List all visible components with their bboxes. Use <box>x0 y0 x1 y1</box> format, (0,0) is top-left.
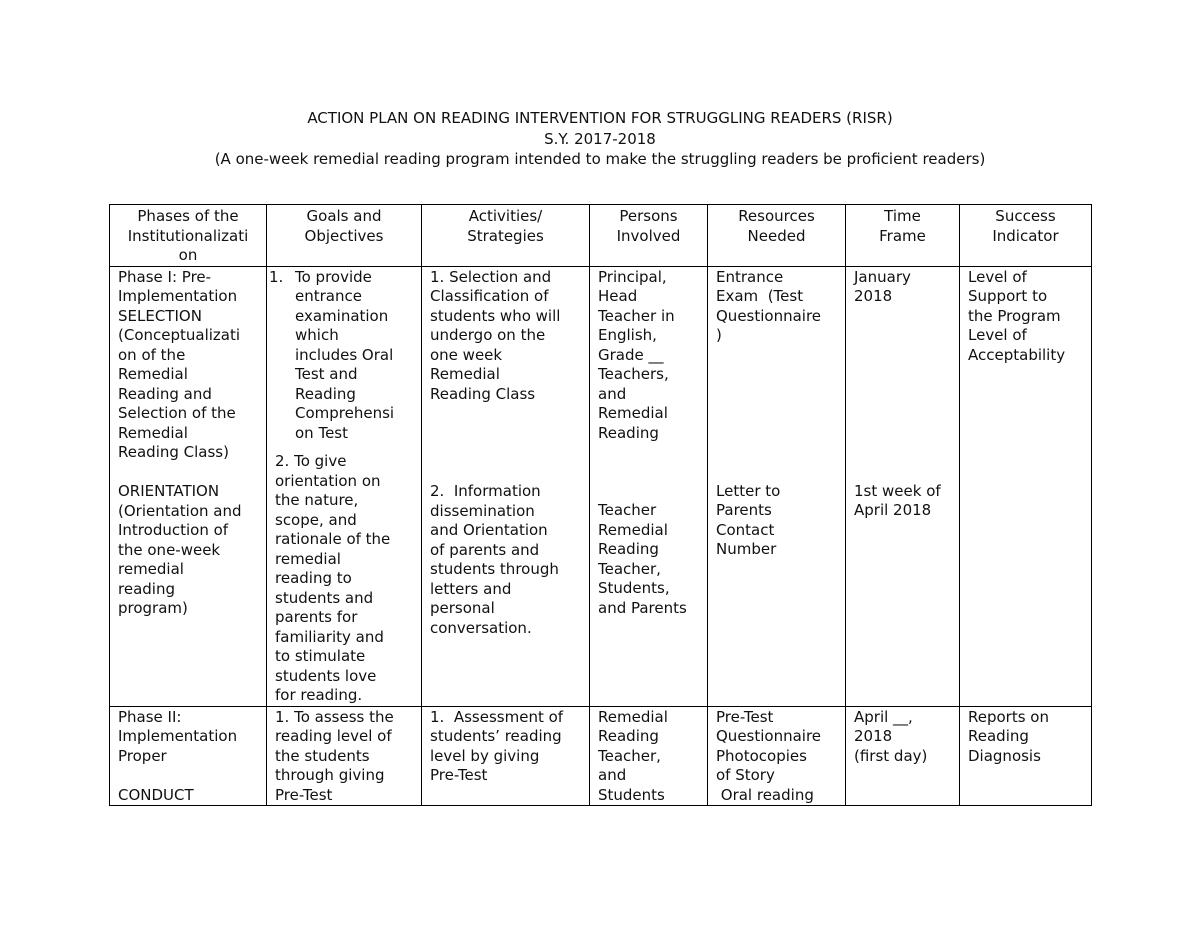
text-line: level by giving <box>430 746 540 765</box>
text-line: Selection of the <box>118 404 236 422</box>
text-line: and <box>598 766 627 784</box>
text-line: reading to <box>275 569 352 587</box>
text-line: Needed <box>747 226 806 245</box>
cell-activities <box>422 706 590 806</box>
text-line: Parents <box>716 501 772 519</box>
text-line: students love <box>275 666 377 685</box>
time-frame-1 <box>854 268 951 307</box>
persons-1 <box>598 268 699 444</box>
text-line: Remedial <box>598 520 668 539</box>
resources-2 <box>716 482 837 560</box>
text-line: Involved <box>616 226 681 245</box>
text-line: April __, <box>854 707 913 726</box>
text-line: Contact <box>716 520 775 539</box>
text-line: conversation. <box>430 618 532 637</box>
text-line: Teacher, <box>598 559 661 578</box>
text-line: familiarity and <box>275 627 384 646</box>
header-resources <box>708 205 846 267</box>
text-line: January <box>854 267 911 286</box>
text-line: Students, <box>598 579 670 597</box>
text-line: Persons <box>619 207 678 225</box>
text-line: and Orientation <box>430 521 548 539</box>
text-line: SELECTION <box>118 306 202 325</box>
activity-2 <box>430 482 581 638</box>
cell-phase <box>110 706 267 806</box>
phase-selection <box>118 268 258 463</box>
header-success-indicator <box>960 205 1092 267</box>
text-line: Phases of the <box>137 207 239 225</box>
goal-1 <box>269 268 413 444</box>
text-line: Remedial <box>118 423 188 442</box>
text-line: Success <box>995 207 1056 225</box>
cell-time-frame <box>846 706 960 806</box>
text-line: Institutionalizati <box>127 226 249 245</box>
text-line: of parents and <box>430 540 540 559</box>
goal-assess <box>275 708 413 806</box>
cell-resources <box>708 266 846 706</box>
text-line: Comprehensi <box>295 404 395 422</box>
text-line: Time <box>884 207 921 225</box>
text-line: Questionnaire <box>716 306 822 325</box>
text-line: Level of <box>968 326 1027 344</box>
text-line: Letter to <box>716 481 781 500</box>
text-line: Diagnosis <box>968 746 1041 765</box>
activity-1 <box>430 268 581 405</box>
text-line: students through <box>430 560 559 578</box>
text-line: includes Oral <box>295 345 394 364</box>
text-line: dissemination <box>430 501 535 520</box>
text-line: Grade __ <box>598 345 664 364</box>
text-line: 1. To assess the <box>275 707 394 726</box>
text-line: Reading and <box>118 384 212 403</box>
text-line: April 2018 <box>854 501 932 519</box>
cell-success <box>960 706 1092 806</box>
text-line: and <box>598 384 627 403</box>
table-row <box>110 706 1092 806</box>
text-line: Students <box>598 785 665 804</box>
text-line: entrance <box>295 287 362 305</box>
text-line: and Parents <box>598 598 687 617</box>
phase-orientation <box>118 482 258 619</box>
text-line: remedial <box>118 560 184 578</box>
document-title: ACTION PLAN ON READING INTERVENTION FOR STRUGGLING READERS (RISR) <box>307 109 893 127</box>
text-line: CONDUCT <box>118 785 194 804</box>
text-line: Entrance <box>716 267 784 286</box>
text-line: Reading Class) <box>118 443 229 461</box>
text-line: Acceptability <box>968 345 1066 364</box>
text-line: on Test <box>295 423 348 442</box>
text-line: 1st week of <box>854 481 941 500</box>
persons-2 <box>598 501 699 618</box>
activity-assessment <box>430 708 581 786</box>
text-line: undergo on the <box>430 326 546 344</box>
text-line: of Story <box>716 766 775 784</box>
text-line: (first day) <box>854 746 928 765</box>
text-line: reading <box>118 579 175 598</box>
text-line: Indicator <box>992 226 1059 245</box>
text-line: Questionnaire <box>716 727 822 745</box>
text-line: 2018 <box>854 727 893 745</box>
text-line: Head <box>598 287 638 305</box>
text-line: Strategies <box>467 226 544 245</box>
text-line: on <box>178 246 198 264</box>
text-line: Pre-Test <box>716 707 774 726</box>
cell-success <box>960 266 1092 706</box>
text-line: on of the <box>118 345 186 364</box>
text-line: 2. Information <box>430 482 541 500</box>
text-line: Exam (Test <box>716 287 804 305</box>
text-line: orientation on <box>275 471 381 490</box>
header-row <box>110 205 1092 267</box>
table-row <box>110 266 1092 706</box>
text-line: Support to <box>968 287 1048 305</box>
action-plan-table <box>109 204 1092 806</box>
header-activities <box>422 205 590 267</box>
text-line: Teachers, <box>598 365 669 383</box>
text-line: Oral reading <box>716 785 814 804</box>
cell-goals <box>267 706 422 806</box>
text-line: 1. Assessment of <box>430 707 564 726</box>
text-line: Phase II: <box>118 707 182 726</box>
text-line: Teacher, <box>598 746 661 765</box>
text-line: ORIENTATION <box>118 482 220 500</box>
text-line: Remedial <box>118 365 188 383</box>
text-line: Principal, <box>598 267 667 286</box>
goal-2 <box>269 452 413 706</box>
resources-pretest <box>716 708 837 806</box>
text-line: Photocopies <box>716 746 807 765</box>
text-line: rationale of the <box>275 530 391 548</box>
text-line: Test and <box>295 365 358 383</box>
text-line: 1. Selection and <box>430 267 552 286</box>
document-header <box>0 108 1200 170</box>
text-line: English, <box>598 326 657 344</box>
cell-persons <box>590 266 708 706</box>
text-line: Reading <box>598 423 659 442</box>
success-indicator-1 <box>968 268 1083 366</box>
text-line: personal <box>430 599 495 617</box>
text-line: Reading Class <box>430 384 536 403</box>
text-line: to stimulate <box>275 647 366 665</box>
text-line: Reading <box>598 540 659 558</box>
header-persons <box>590 205 708 267</box>
text-line: reading level of <box>275 727 392 745</box>
text-line: Pre-Test <box>430 766 488 784</box>
text-line: Number <box>716 540 777 558</box>
text-line: letters and <box>430 579 512 598</box>
header-time-frame <box>846 205 960 267</box>
text-line: Remedial <box>598 404 668 422</box>
resources-1 <box>716 268 837 346</box>
header-phases <box>110 205 267 267</box>
success-reports <box>968 708 1083 767</box>
goal-1-number: 1. <box>269 267 284 286</box>
text-line: remedial <box>275 549 341 568</box>
text-line: students and <box>275 588 374 607</box>
text-line: Activities/ <box>468 207 543 225</box>
text-line: parents for <box>275 608 358 626</box>
text-line: through giving <box>275 766 385 784</box>
text-line: Reading <box>295 384 356 403</box>
text-line: 2. To give <box>275 452 347 470</box>
text-line: which <box>295 326 339 344</box>
cell-activities <box>422 266 590 706</box>
text-line: Reports on <box>968 707 1049 726</box>
text-line: Goals and <box>306 207 382 225</box>
cell-persons <box>590 706 708 806</box>
text-line: Level of <box>968 267 1027 286</box>
text-line: Frame <box>879 226 926 245</box>
text-line: Classification of <box>430 287 549 305</box>
text-line: Resources <box>738 207 815 225</box>
phase-implementation <box>118 708 258 806</box>
text-line: students’ reading <box>430 727 562 745</box>
text-line: Remedial <box>598 707 668 726</box>
text-line: Proper <box>118 746 167 765</box>
text-line: Teacher <box>598 501 657 519</box>
text-line: To provide <box>295 267 372 286</box>
header-goals <box>267 205 422 267</box>
cell-time-frame <box>846 266 960 706</box>
text-line: one week <box>430 345 503 364</box>
persons-remedial <box>598 708 699 806</box>
text-line: Implementation <box>118 287 238 305</box>
cell-goals <box>267 266 422 706</box>
document-subtitle: (A one-week remedial reading program intended to make the struggling readers be proficient readers) <box>214 150 986 168</box>
text-line: Reading <box>598 727 659 745</box>
text-line: program) <box>118 599 188 617</box>
text-line: Pre-Test <box>275 785 333 804</box>
text-line: examination <box>295 306 389 325</box>
text-line: ) <box>716 326 722 344</box>
text-line: Remedial <box>430 365 500 383</box>
time-frame-2 <box>854 482 951 521</box>
text-line: the students <box>275 746 370 765</box>
text-line: the one-week <box>118 540 221 559</box>
time-frame-april <box>854 708 951 767</box>
text-line: scope, and <box>275 510 357 529</box>
text-line: the nature, <box>275 491 359 509</box>
text-line: (Conceptualizati <box>118 326 241 344</box>
school-year: S.Y. 2017-2018 <box>544 129 656 148</box>
text-line: 2018 <box>854 287 893 305</box>
text-line: students who will <box>430 306 561 325</box>
text-line: Objectives <box>304 226 384 245</box>
text-line: Introduction of <box>118 521 229 539</box>
text-line: Implementation <box>118 727 238 745</box>
text-line: Phase I: Pre- <box>118 267 212 286</box>
text-line: the Program <box>968 306 1061 325</box>
text-line: Teacher in <box>598 306 675 325</box>
text-line: (Orientation and <box>118 501 242 520</box>
text-line: Reading <box>968 727 1029 745</box>
text-line <box>118 766 258 786</box>
text-line: for reading. <box>275 686 363 704</box>
cell-phase <box>110 266 267 706</box>
cell-resources <box>708 706 846 806</box>
goal-1-text <box>295 268 413 444</box>
